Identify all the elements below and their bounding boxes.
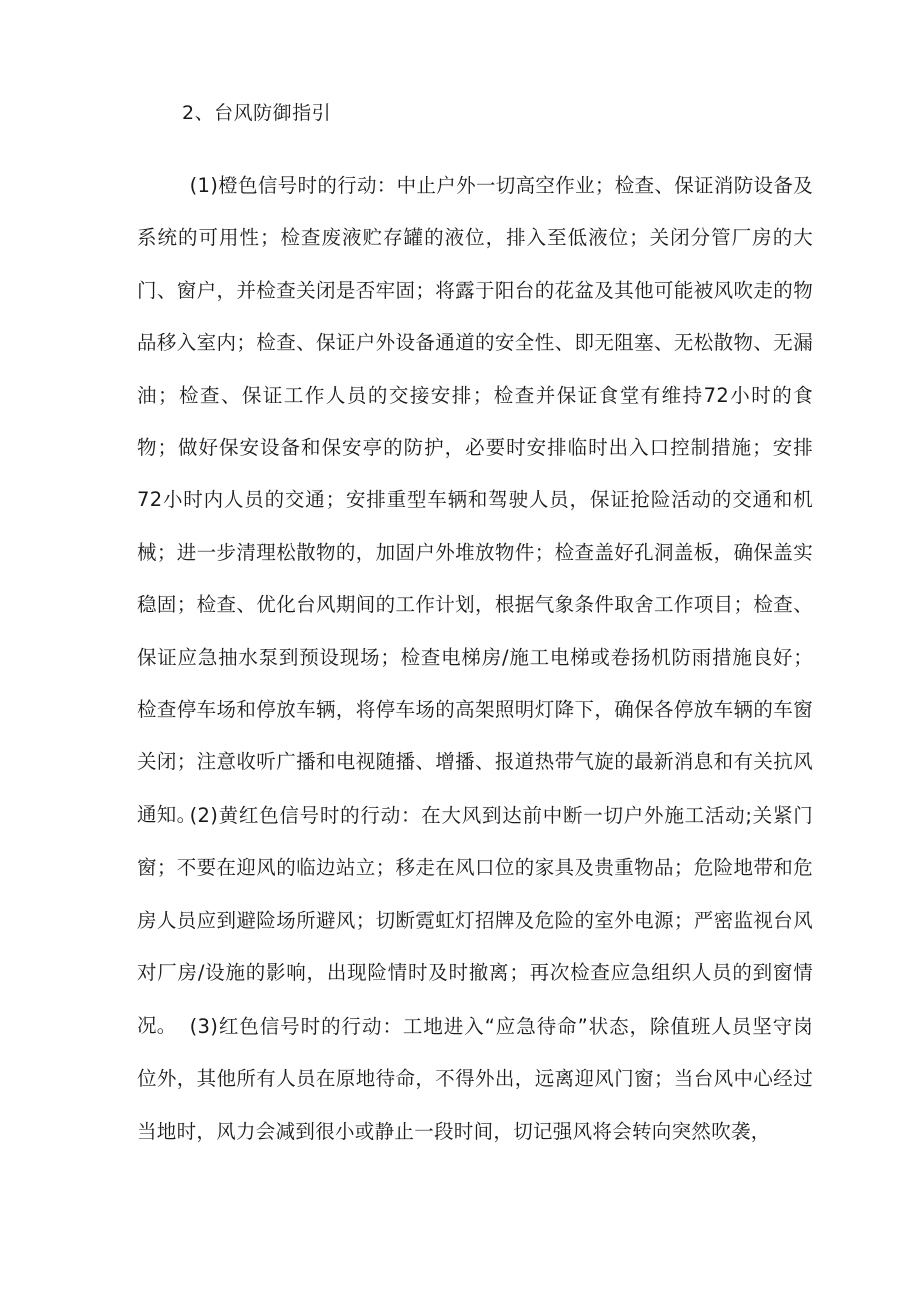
paragraph-red-signal: (3)红色信号时的行动：工地进入“应急待命”状态，除值班人员坚守岗位外，其他所有人员在原地待命，不得外出，远离迎风门窗；当台风中心经过当地时，风力会减到很小或静止一段时间，切记强风将会转向突然吹袭，	[137, 1015, 813, 1143]
section-heading: 2、台风防御指引	[182, 102, 332, 124]
paragraph-yellow-red-signal: (2)黄红色信号时的行动：在大风到达前中断一切户外施工活动;关紧门窗；不要在迎风的临边站立；移走在风口位的家具及贵重物品；危险地带和危房人员应到避险场所避风；切断霓虹灯招牌及危险的室外电源；严密监视台风对厂房/设施的影响，出现险情时及时撤离；再次检查应急组织人员的到窗情况。	[137, 804, 813, 1037]
paragraph-orange-signal: (1)橙色信号时的行动：中止户外一切高空作业；检查、保证消防设备及系统的可用性；检查废液贮存罐的液位，排入至低液位；关闭分管厂房的大门、窗户，并检查关闭是否牢固；将露于阳台的花盆及其他可能被风吹走的物品移入室内；检查、保证户外设备通道的安全性、即无阻塞、无松散物、无漏油；检查、保证工作人员的交接安排；检查并保证食堂有维持72小时的食物；做好保安设备和保安亭的防护，必要时安排临时出入口控制措施；安排72小时内人员的交通；安排重型车辆和驾驶人员，保证抢险活动的交通和机械；进一步清理松散物的，加固户外堆放物件；检查盖好孔洞盖板，确保盖实稳固；检查、优化台风期间的工作计划，根据气象条件取舍工作项目；检查、保证应急抽水泵到预设现场；检查电梯房/施工电梯或卷扬机防雨措施良好；检查停车场和停放车辆，将停车场的高架照明灯降下，确保各停放车辆的车窗关闭；注意收听广播和电视随播、增播、报道热带气旋的最新消息和有关抗风通知。	[137, 174, 813, 826]
